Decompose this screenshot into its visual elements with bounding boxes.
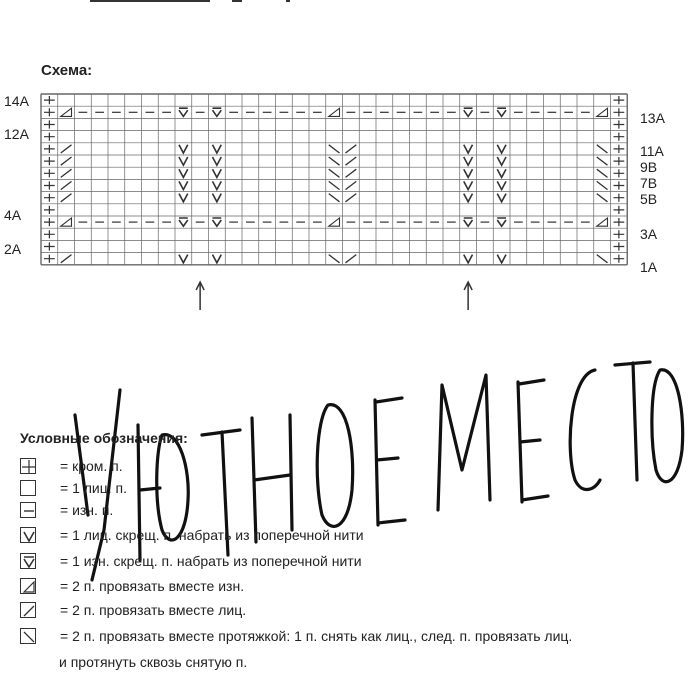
legend-item-purl-k2tog xyxy=(20,578,244,594)
slip-knit-pass-mark xyxy=(597,169,608,177)
row-label-2a: 2A xyxy=(4,241,22,257)
slip-knit-pass-mark xyxy=(597,255,608,263)
slip-knit-pass-mark xyxy=(329,255,340,263)
knit-two-together-mark xyxy=(61,181,72,189)
edge-stitch-mark xyxy=(44,145,55,153)
knit-two-together-mark xyxy=(346,157,357,165)
purl-cross-increase-mark xyxy=(497,218,506,226)
edge-stitch-mark xyxy=(614,242,625,250)
knit-two-together-mark xyxy=(346,181,357,189)
page-title: Схема: xyxy=(41,62,93,79)
edge-stitch-mark xyxy=(614,120,625,128)
legend-item-knit-cross xyxy=(20,527,364,543)
purl-two-together-mark xyxy=(597,108,608,116)
edge-stitch-mark xyxy=(44,108,55,116)
knit-two-together-mark xyxy=(346,145,357,153)
knit-cross-increase-mark xyxy=(497,145,506,153)
purl-cross-increase-mark xyxy=(464,218,473,226)
slip-knit-pass-mark xyxy=(329,181,340,189)
edge-stitch-mark xyxy=(44,181,55,189)
edge-stitch-mark xyxy=(614,96,625,104)
purl-icon xyxy=(20,502,36,518)
edge-stitch-icon xyxy=(20,458,36,474)
legend-text: = 1 лиц. п. xyxy=(60,480,127,496)
edge-stitch-mark xyxy=(44,157,55,165)
slip-knit-pass-mark xyxy=(597,157,608,165)
knit-cross-increase-mark xyxy=(179,181,188,189)
purl-two-together-mark xyxy=(61,218,72,226)
row-label-11a: 11A xyxy=(640,143,664,159)
knit-cross-increase-mark xyxy=(179,169,188,177)
edge-stitch-mark xyxy=(614,133,625,141)
purl-two-together-mark xyxy=(597,218,608,226)
knit-cross-increase-mark xyxy=(497,157,506,165)
edge-stitch-mark xyxy=(614,218,625,226)
edge-stitch-mark xyxy=(44,169,55,177)
edge-stitch-mark xyxy=(614,145,625,153)
knit-cross-increase-mark xyxy=(213,145,222,153)
knit-cross-increase-mark xyxy=(497,194,506,202)
legend-item-ssk xyxy=(20,628,572,644)
knit-two-together-mark xyxy=(346,194,357,202)
row-label-14a: 14A xyxy=(4,93,29,109)
edge-stitch-mark xyxy=(44,255,55,263)
purl-two-together-mark xyxy=(61,108,72,116)
legend-text: = изн. п. xyxy=(60,502,114,518)
slip-knit-pass-mark xyxy=(597,181,608,189)
row-label-7b: 7B xyxy=(640,175,658,191)
knitting-chart xyxy=(0,0,690,330)
pattern-repeat-arrow xyxy=(196,282,204,310)
edge-stitch-mark xyxy=(614,255,625,263)
purl-cross-increase-mark xyxy=(464,108,473,116)
purl-cross-increase-mark xyxy=(213,218,222,226)
legend-text: = 1 лиц. скрещ. п. набрать из поперечной нити xyxy=(60,527,364,543)
purl-two-together-mark xyxy=(329,218,340,226)
legend-item-edge xyxy=(20,458,123,474)
row-label-9b: 9B xyxy=(640,159,658,175)
purl-cross-increase-mark xyxy=(497,108,506,116)
legend-text: = 1 изн. скрещ. п. набрать из поперечной нити xyxy=(60,553,362,569)
knit-two-together-icon xyxy=(20,602,36,618)
slip-knit-pass-mark xyxy=(329,145,340,153)
knit-two-together-mark xyxy=(61,157,72,165)
edge-stitch-mark xyxy=(44,218,55,226)
knit-cross-increase-mark xyxy=(464,157,473,165)
edge-stitch-mark xyxy=(614,181,625,189)
legend-item-knit-k2tog xyxy=(20,602,246,618)
knit-two-together-mark xyxy=(61,169,72,177)
row-label-4a: 4A xyxy=(4,207,22,223)
knit-cross-increase-mark xyxy=(213,255,222,263)
knit-two-together-mark xyxy=(61,255,72,263)
slip-knit-pass-mark xyxy=(597,194,608,202)
legend-item-knit xyxy=(20,480,127,496)
purl-two-together-mark xyxy=(329,108,340,116)
edge-stitch-mark xyxy=(614,206,625,214)
knit-two-together-mark xyxy=(61,194,72,202)
purl-cross-increase-icon xyxy=(20,553,36,569)
slip-knit-pass-mark xyxy=(329,194,340,202)
legend-text: = 2 п. провязать вместе изн. xyxy=(60,578,245,594)
knit-cross-increase-mark xyxy=(497,255,506,263)
legend-item-purl xyxy=(20,502,113,518)
knit-cross-increase-icon xyxy=(20,527,36,543)
knit-cross-increase-mark xyxy=(213,194,222,202)
edge-stitch-mark xyxy=(614,230,625,238)
slip-knit-pass-mark xyxy=(597,145,608,153)
legend-text: = 2 п. провязать вместе протяжкой: 1 п. снять как лиц., след. п. провязать лиц. xyxy=(60,628,573,644)
edge-stitch-mark xyxy=(44,230,55,238)
purl-two-together-icon xyxy=(20,578,36,594)
legend-continuation: и протянуть сквозь снятую п. xyxy=(59,654,248,670)
knit-cross-increase-mark xyxy=(464,169,473,177)
slip-knit-pass-mark xyxy=(329,157,340,165)
purl-cross-increase-mark xyxy=(179,108,188,116)
knit-cross-increase-mark xyxy=(179,255,188,263)
edge-stitch-mark xyxy=(44,133,55,141)
legend-item-purl-cross xyxy=(20,553,362,569)
row-label-12a: 12A xyxy=(4,126,29,142)
knit-cross-increase-mark xyxy=(464,255,473,263)
pattern-repeat-arrow xyxy=(464,282,472,310)
knit-cross-increase-mark xyxy=(213,181,222,189)
knit-icon xyxy=(20,480,36,496)
edge-stitch-mark xyxy=(44,120,55,128)
slip-knit-pass-mark xyxy=(329,169,340,177)
edge-stitch-mark xyxy=(44,206,55,214)
knit-cross-increase-mark xyxy=(497,169,506,177)
knit-cross-increase-mark xyxy=(464,181,473,189)
knit-two-together-mark xyxy=(346,255,357,263)
edge-stitch-mark xyxy=(44,96,55,104)
edge-stitch-mark xyxy=(614,194,625,202)
purl-cross-increase-mark xyxy=(179,218,188,226)
edge-stitch-mark xyxy=(614,157,625,165)
knit-cross-increase-mark xyxy=(213,157,222,165)
knit-cross-increase-mark xyxy=(464,145,473,153)
legend-text: = 2 п. провязать вместе лиц. xyxy=(60,602,247,618)
edge-stitch-mark xyxy=(44,242,55,250)
row-label-13a: 13A xyxy=(640,110,665,126)
legend-text: = кром. п. xyxy=(60,458,123,474)
legend-title: Условные обозначения: xyxy=(20,430,188,446)
knit-cross-increase-mark xyxy=(179,145,188,153)
knit-two-together-mark xyxy=(61,145,72,153)
edge-stitch-mark xyxy=(614,169,625,177)
row-label-5b: 5B xyxy=(640,191,658,207)
edge-stitch-mark xyxy=(614,108,625,116)
row-label-3a: 3A xyxy=(640,226,658,242)
edge-stitch-mark xyxy=(44,194,55,202)
knit-cross-increase-mark xyxy=(179,157,188,165)
purl-cross-increase-mark xyxy=(213,108,222,116)
knit-cross-increase-mark xyxy=(464,194,473,202)
row-label-1a: 1A xyxy=(640,259,658,275)
knit-cross-increase-mark xyxy=(497,181,506,189)
knit-cross-increase-mark xyxy=(213,169,222,177)
slip-knit-pass-icon xyxy=(20,628,36,644)
knit-cross-increase-mark xyxy=(179,194,188,202)
knit-two-together-mark xyxy=(346,169,357,177)
